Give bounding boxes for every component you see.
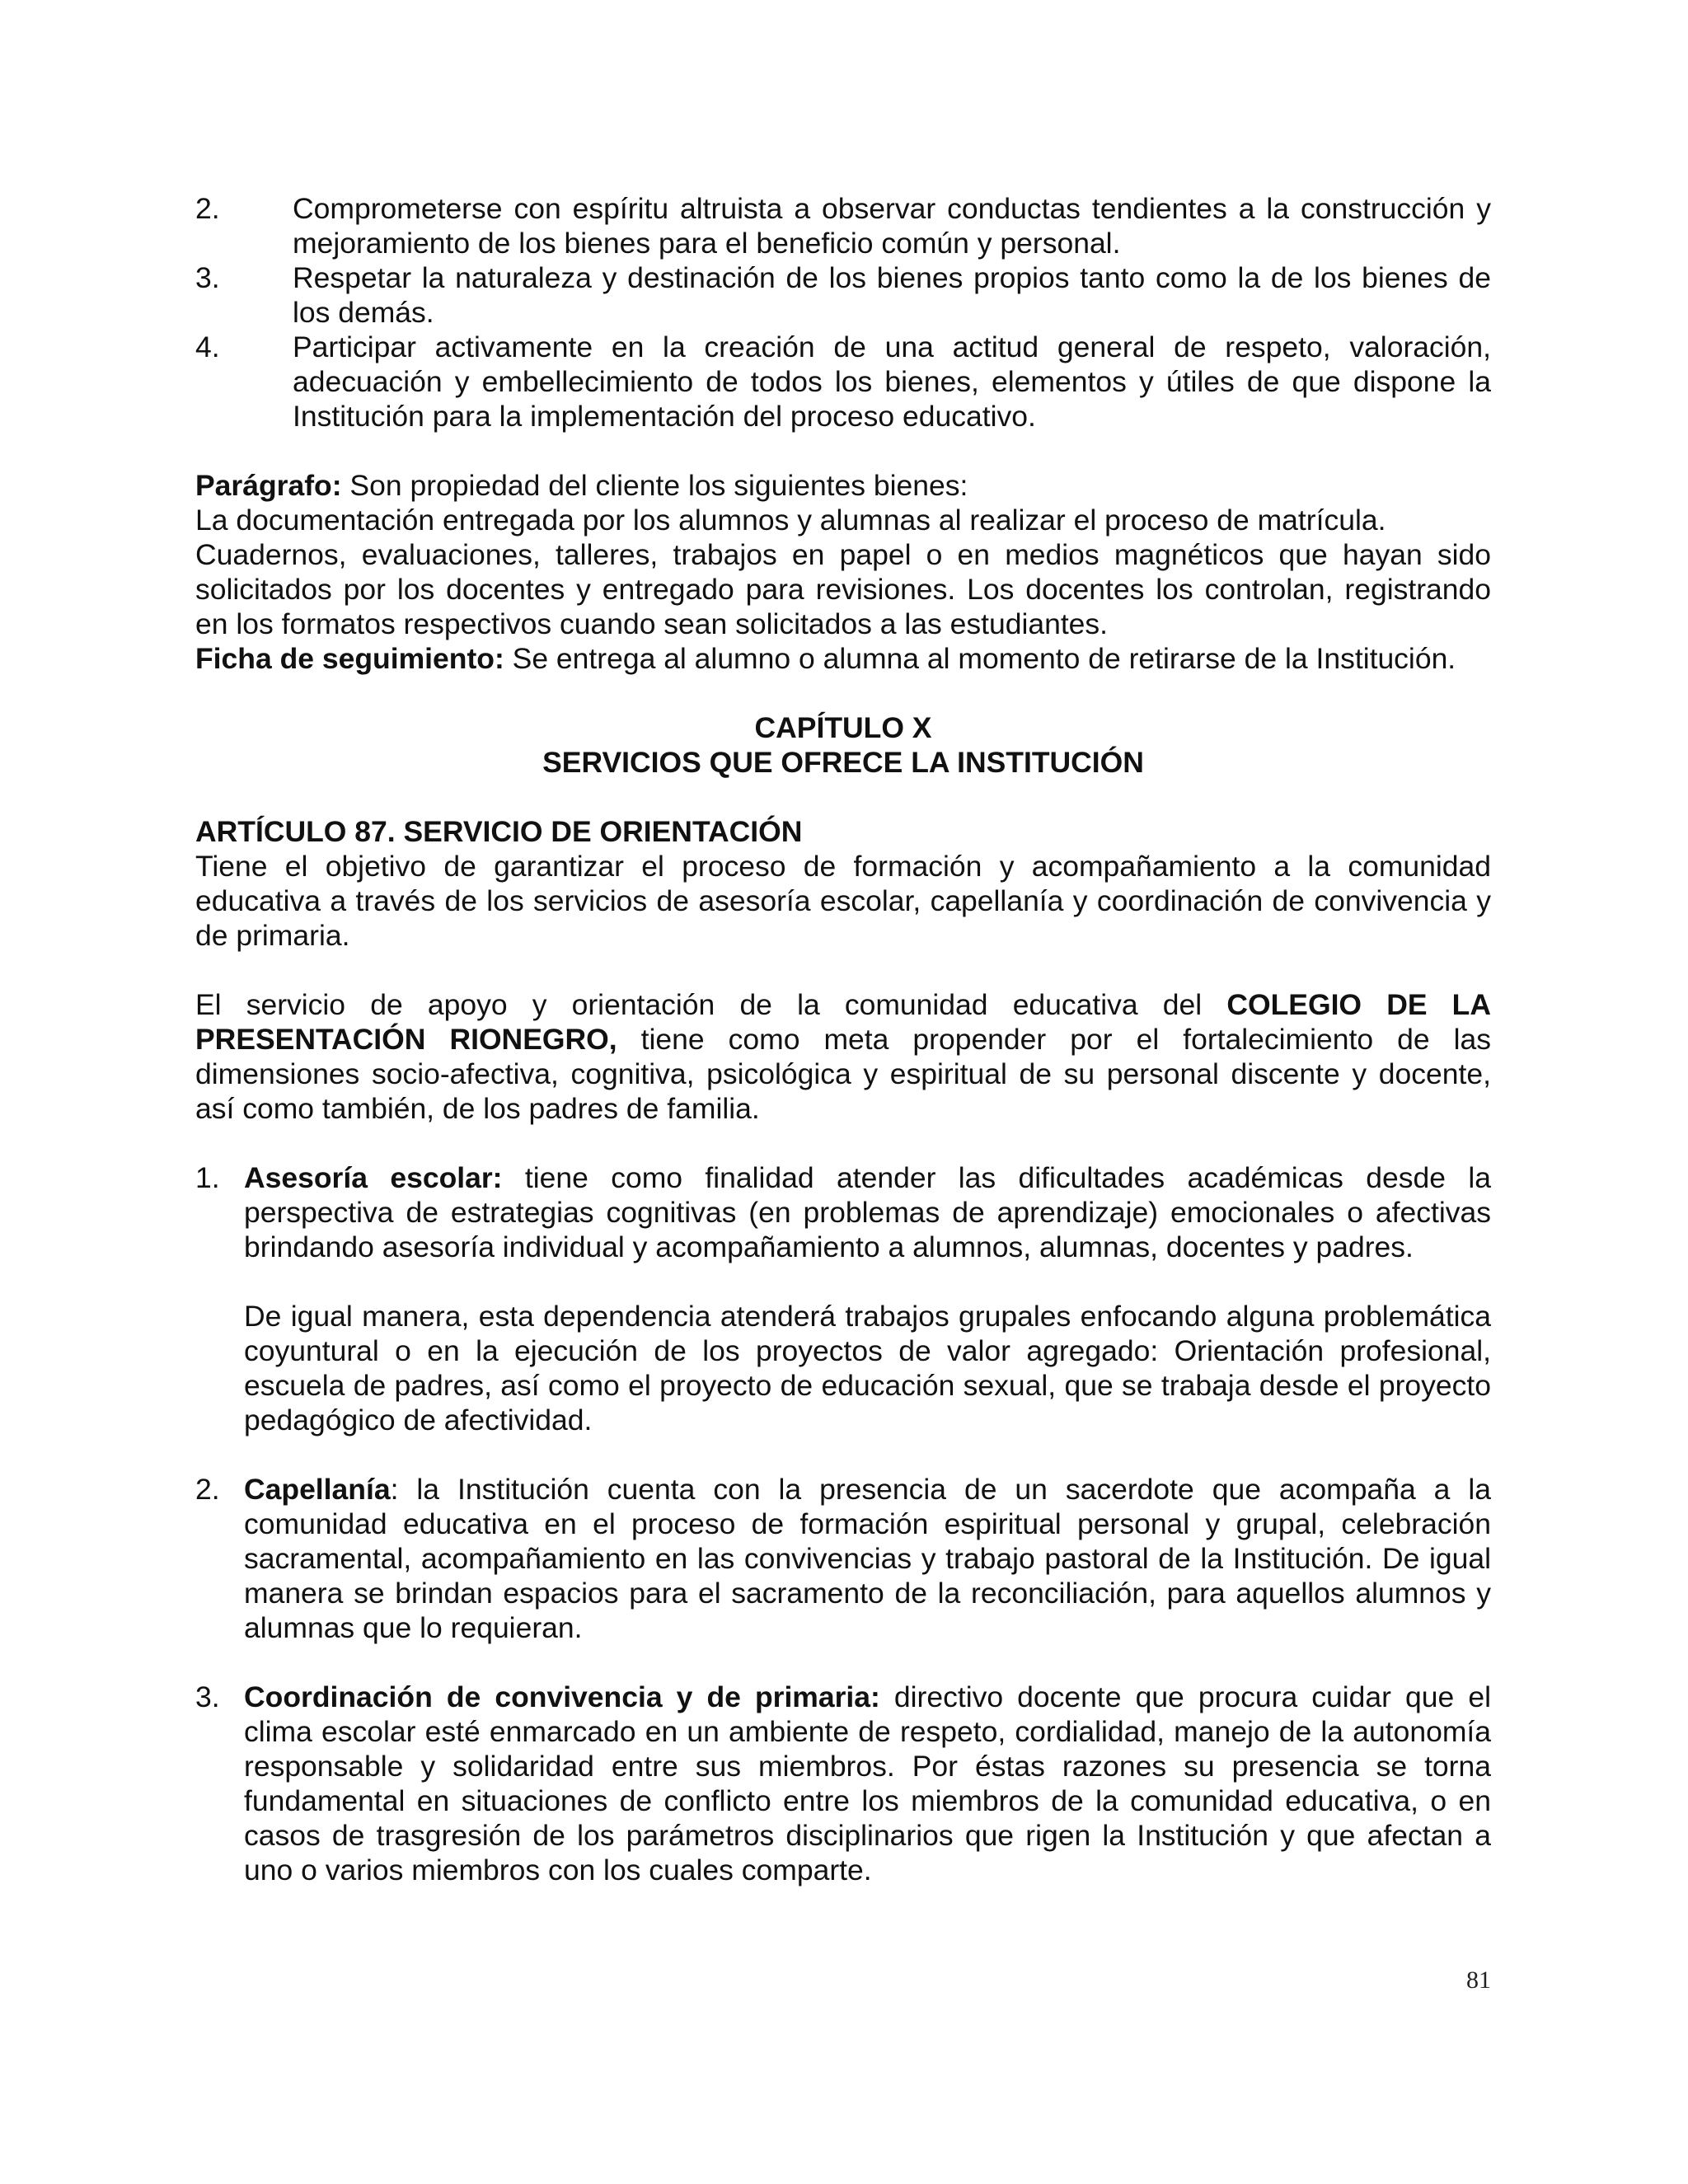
- services-list: [195, 1160, 1491, 1887]
- paragrafo-notebooks: Cuadernos, evaluaciones, talleres, trabajos en papel o en medios magnéticos que hayan sido solicitados por los docentes y entregado para revisiones. Los docentes los controlan, registrando en los formatos respectivos cuando sean solicitados a las estudiantes.: [195, 538, 1491, 640]
- list-number: 4.: [195, 330, 220, 363]
- ficha-label: Ficha de seguimiento:: [195, 642, 504, 675]
- school-name: COLEGIO DE LA PRESENTACIÓN RIONEGRO,: [195, 988, 1491, 1056]
- list-text: Respetar la naturaleza y destinación de los bienes propios tanto como la de los bienes de los demás.: [293, 261, 1491, 329]
- article-intro: Tiene el objetivo de garantizar el proceso de formación y acompañamiento a la comunidad educativa a través de los servicios de asesoría escolar, capellanía y coordinación de convivencia y de primaria.: [195, 850, 1491, 952]
- ficha-line: [195, 641, 1491, 676]
- chapter-heading: [195, 710, 1491, 780]
- service-number: 3.: [195, 1680, 220, 1713]
- article-paragraph-start: El servicio de apoyo y orientación de la comunidad educativa del: [195, 988, 1227, 1021]
- chapter-number: CAPÍTULO X: [754, 711, 932, 744]
- page-number: 81: [1466, 1966, 1491, 1994]
- article-paragraph: [195, 987, 1491, 1126]
- list-number: 3.: [195, 261, 220, 294]
- paragrafo-documentation: La documentación entregada por los alumnos y alumnas al realizar el proceso de matrícula.: [195, 504, 1386, 537]
- service-label: Capellanía: [244, 1473, 391, 1506]
- list-item: [195, 191, 1491, 260]
- service-number: 2.: [195, 1473, 220, 1506]
- paragrafo-section: [195, 468, 1491, 676]
- paragrafo-label: Parágrafo:: [195, 469, 342, 502]
- article-paragraph-end: tiene como meta propender por el fortalecimiento de las dimensiones socio-afectiva, cognitiva, psicológica y espiritual de su personal discente y docente, así como también, de los padres de familia.: [195, 1023, 1491, 1125]
- service-item: [195, 1680, 1491, 1887]
- list-number: 2.: [195, 192, 220, 225]
- ficha-text: Se entrega al alumno o alumna al momento de retirarse de la Institución.: [504, 642, 1456, 675]
- service-number: 1.: [195, 1161, 220, 1194]
- service-text: tiene como finalidad atender las dificultades académicas desde la perspectiva de estrategias cognitivas (en problemas de aprendizaje) emocionales o afectivas brindando asesoría individual y acompañamiento a alumnos, alumnas, docentes y padres.: [244, 1161, 1491, 1263]
- document-page: [195, 191, 1491, 1887]
- list-text: Comprometerse con espíritu altruista a observar conductas tendientes a la construcción y mejoramiento de los bienes para el beneficio común y personal.: [293, 192, 1491, 260]
- article-title: ARTÍCULO 87. SERVICIO DE ORIENTACIÓN: [195, 815, 803, 848]
- list-text: Participar activamente en la creación de una actitud general de respeto, valoración, adecuación y embellecimiento de todos los bienes, elementos y útiles de que dispone la Institución para la implementación del proceso educativo.: [293, 330, 1491, 433]
- paragrafo-line: [195, 468, 1491, 503]
- paragrafo-text: Son propiedad del cliente los siguientes bienes:: [341, 469, 968, 502]
- service-label: Coordinación de convivencia y de primaria:: [244, 1680, 880, 1713]
- service-extra: De igual manera, esta dependencia atenderá trabajos grupales enfocando alguna problemática coyuntural o en la ejecución de los proyectos de valor agregado: Orientación profesional, escuela de padres, así como el proyecto de educación sexual, que se trabaja desde el proyecto pedagógico de afectividad.: [244, 1300, 1491, 1436]
- service-label: Asesoría escolar:: [244, 1161, 503, 1194]
- obligations-list: [195, 191, 1491, 434]
- chapter-title: SERVICIOS QUE OFRECE LA INSTITUCIÓN: [542, 746, 1144, 779]
- service-item: [195, 1472, 1491, 1645]
- service-item: [195, 1160, 1491, 1264]
- list-item: [195, 330, 1491, 434]
- service-text: directivo docente que procura cuidar que el clima escolar esté enmarcado en un ambiente de respeto, cordialidad, manejo de la autonomía responsable y solidaridad entre sus miembros. Por éstas razones su presencia se torna fundamental en situaciones de conflicto entre los miembros de la comunidad educativa, o en casos de trasgresión de los parámetros disciplinarios que rigen la Institución y que afectan a uno o varios miembros con los cuales comparte.: [244, 1680, 1491, 1886]
- list-item: [195, 260, 1491, 330]
- service-text: : la Institución cuenta con la presencia de un sacerdote que acompaña a la comunidad educativa en el proceso de formación espiritual personal y grupal, celebración sacramental, acompañamiento en las convivencias y trabajo pastoral de la Institución. De igual manera se brindan espacios para el sacramento de la reconciliación, para aquellos alumnos y alumnas que lo requieran.: [244, 1473, 1491, 1644]
